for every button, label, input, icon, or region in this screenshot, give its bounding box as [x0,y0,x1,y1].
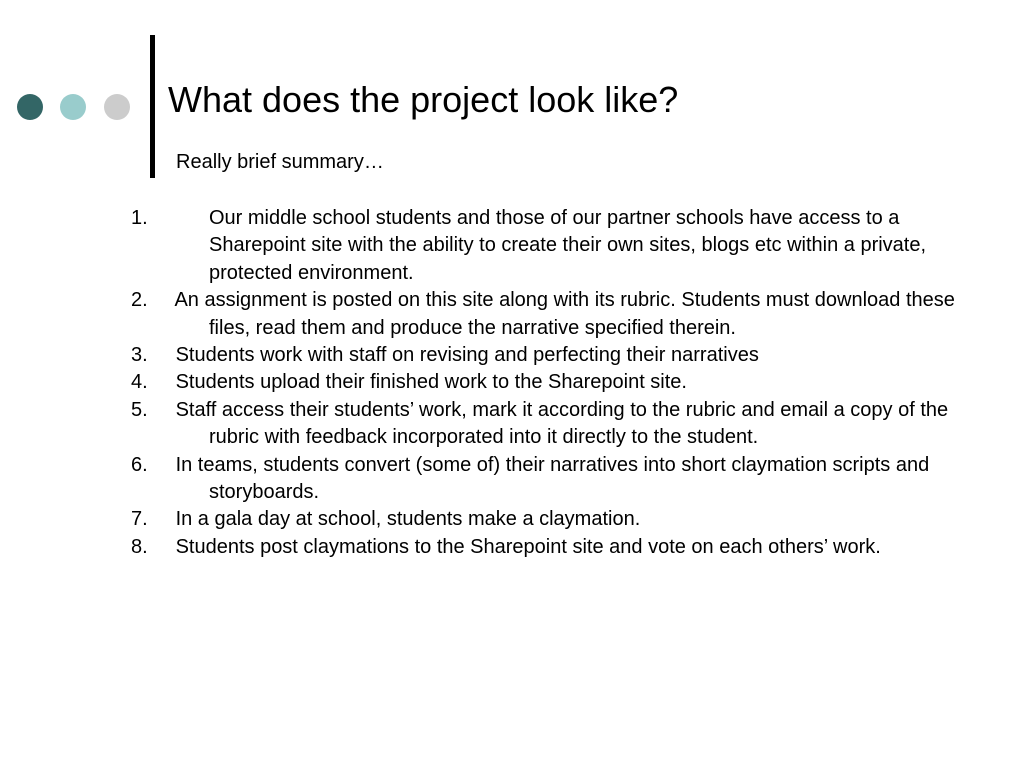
slide-title: What does the project look like? [168,79,679,120]
steps-list [131,205,960,561]
list-item: 3. Students work with staff on revising and perfecting their narratives [131,344,759,367]
step-text: Students work with staff on revising and perfecting their narratives [175,344,759,367]
list-item: 5. Staff access their students’ work, mark it according to the rubric and email a copy of the rubric with feedback incorporated into it directly to the student. [131,398,949,449]
list-item [131,205,960,287]
slide-subtitle: Really brief summary… [176,151,384,173]
step-text: Students upload their finished work to the Sharepoint site. [175,371,687,394]
step-text: Students post claymations to the Sharepoint site and vote on each others’ work. [175,535,881,558]
title-divider [150,35,155,178]
step-text: Our middle school students and those of our partner schools have access to a Sharepoint site with the ability to create their own sites, blogs etc within a private, protected environment. [209,207,927,284]
step-text: In a gala day at school, students make a claymation. [175,508,641,531]
step-text: In teams, students convert (some of) their narratives into short claymation scripts and storyboards. [175,453,930,504]
list-item: 4. Students upload their finished work to the Sharepoint site. [131,371,687,394]
step-text: Staff access their students’ work, mark it according to the rubric and email a copy of the rubric with feedback incorporated into it directly to the student. [175,398,949,449]
list-item: 7. In a gala day at school, students make a claymation. [131,508,641,531]
step-number: 1. [131,207,148,229]
decorative-dot-light [60,94,86,120]
decorative-dot-grey [104,94,130,120]
list-item: 6. In teams, students convert (some of) their narratives into short claymation scripts and storyboards. [131,453,930,504]
step-text: An assignment is posted on this site along with its rubric. Students must download these files, read them and produce the narrative specified therein. [174,289,955,339]
list-item: 8. Students post claymations to the Sharepoint site and vote on each others’ work. [131,535,881,558]
list-item: 2. An assignment is posted on this site along with its rubric. Students must download these files, read them and produce the narrative specified therein. [131,289,955,339]
decorative-dot-dark [17,94,43,120]
